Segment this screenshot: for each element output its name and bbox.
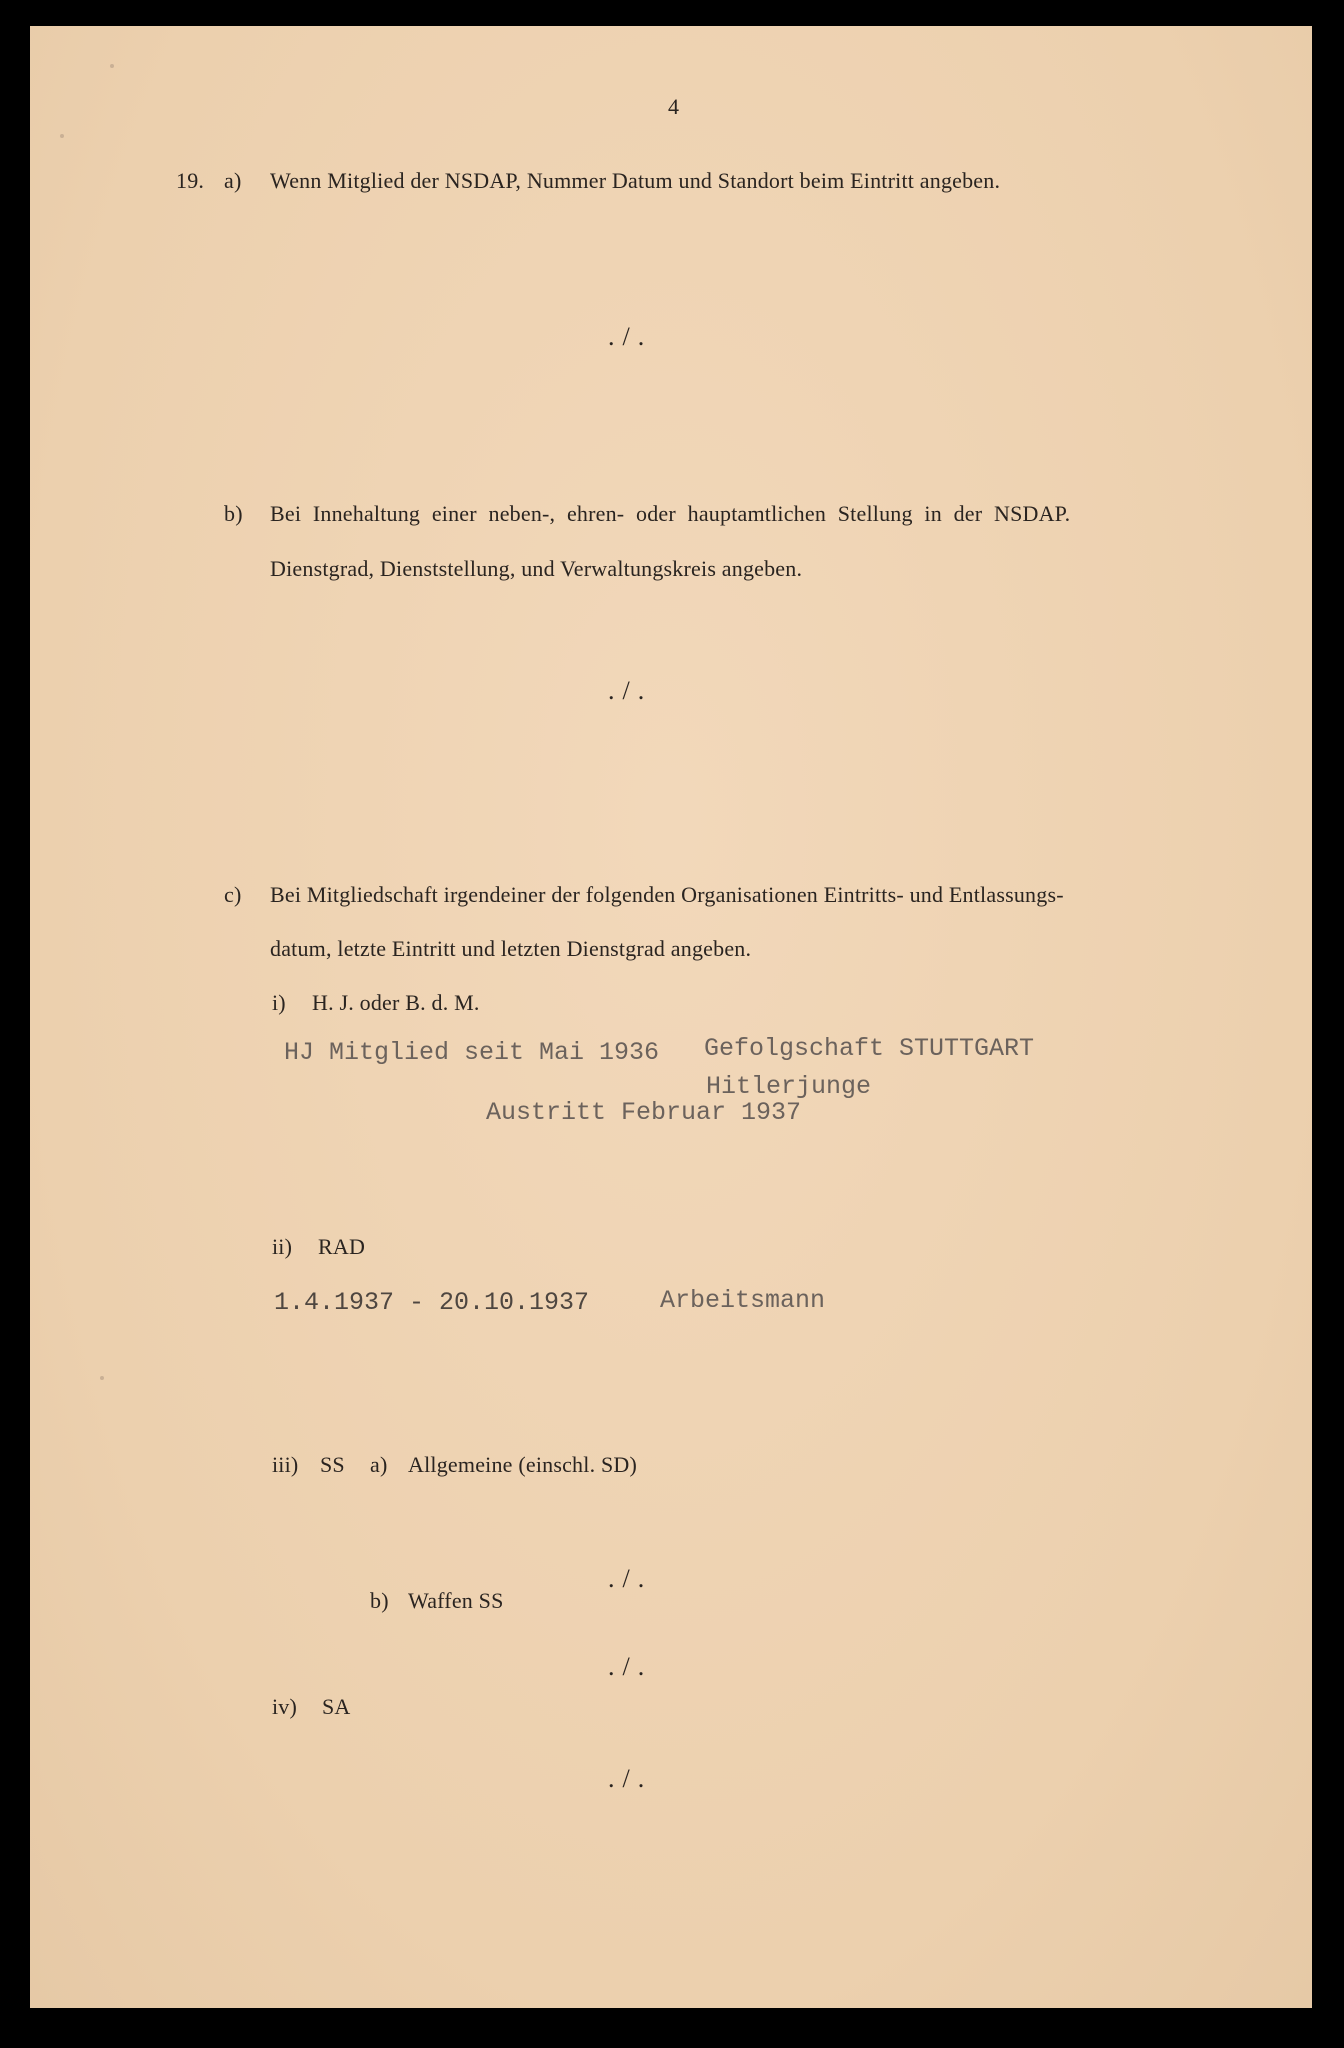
subitem-ii-answer-rank: Arbeitsmann	[660, 1286, 826, 1315]
subitem-i-answer-line3: Austritt Februar 1937	[486, 1098, 802, 1127]
item-b-text-line1: Bei Innehaltung einer neben-, ehren- oder hauptamtlichen Stellung in der NSDAP.	[270, 501, 1071, 526]
page-number: 4	[668, 94, 680, 119]
item-a-label: a)	[224, 168, 242, 193]
subitem-iii-a-text: Allgemeine (einschl. SD)	[408, 1452, 638, 1477]
item-a-answer: ./.	[608, 322, 653, 351]
item-b-label: b)	[224, 501, 243, 526]
item-b-answer: ./.	[608, 676, 653, 705]
paper-speck	[60, 134, 64, 138]
subitem-i-answer-line1b: Gefolgschaft STUTTGART	[704, 1034, 1035, 1063]
subitem-iii-b-answer: ./.	[608, 1652, 653, 1681]
item-c-text-line1: Bei Mitgliedschaft irgendeiner der folgenden Organisationen Eintritts- und Entlassungs-	[270, 882, 1064, 907]
item-b-text-line2: Dienstgrad, Dienststellung, und Verwaltungskreis angeben.	[270, 556, 803, 581]
document-page	[30, 26, 1312, 2008]
item-a-text: Wenn Mitglied der NSDAP, Nummer Datum und Standort beim Eintritt angeben.	[270, 168, 1001, 193]
subitem-iii-b-text: Waffen SS	[408, 1588, 504, 1613]
subitem-ii-answer-dates: 1.4.1937 - 20.10.1937	[274, 1288, 590, 1317]
question-number: 19.	[176, 168, 205, 193]
item-c-label: c)	[224, 882, 242, 907]
item-c-text-line2: datum, letzte Eintritt und letzten Dienstgrad angeben.	[270, 936, 752, 961]
subitem-iv-answer: ./.	[608, 1764, 653, 1793]
subitem-iv-label: iv)	[272, 1694, 298, 1719]
subitem-iii-a-label: a)	[370, 1452, 388, 1477]
subitem-iii-b-label: b)	[370, 1588, 389, 1613]
paper-speck	[110, 64, 114, 68]
paper-speck	[100, 1376, 104, 1380]
subitem-i-label: i)	[272, 990, 286, 1015]
subitem-ii-label: ii)	[272, 1234, 293, 1259]
subitem-ii-text: RAD	[318, 1234, 366, 1259]
subitem-iv-text: SA	[322, 1694, 351, 1719]
subitem-i-answer-line2: Hitlerjunge	[706, 1072, 872, 1101]
subitem-i-answer-line1a: HJ Mitglied seit Mai 1936	[284, 1038, 660, 1067]
subitem-iii-text: SS	[320, 1452, 345, 1477]
subitem-i-text: H. J. oder B. d. M.	[312, 990, 480, 1015]
subitem-iii-label: iii)	[272, 1452, 299, 1477]
subitem-iii-a-answer: ./.	[608, 1564, 653, 1593]
